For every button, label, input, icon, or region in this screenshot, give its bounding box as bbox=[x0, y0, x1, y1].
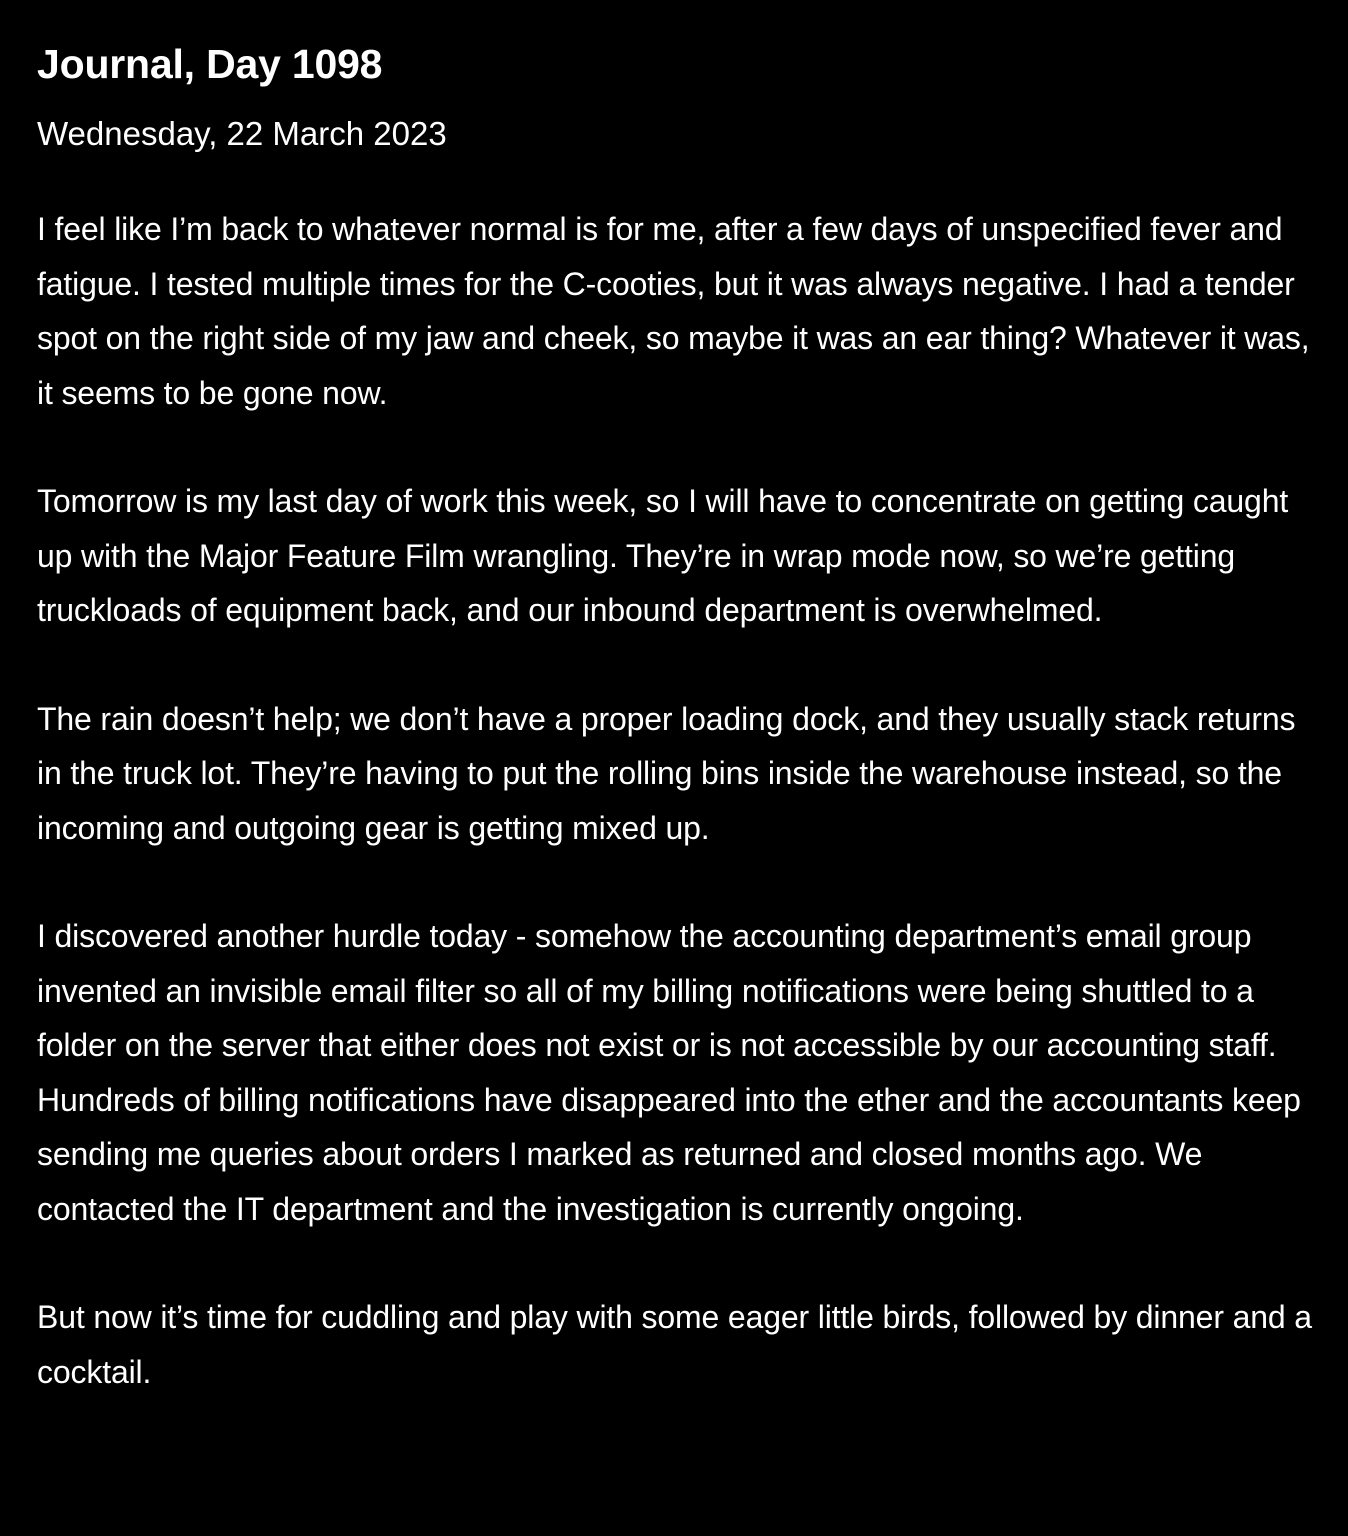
journal-date: Wednesday, 22 March 2023 bbox=[37, 115, 447, 152]
journal-entry-body bbox=[37, 202, 1312, 1399]
paragraph: The rain doesn’t help; we don’t have a proper loading dock, and they usually stack returns in the truck lot. They’re having to put the rolling bins inside the warehouse instead, so the incoming and outgoing gear is getting mixed up. bbox=[37, 700, 1296, 846]
paragraph: But now it’s time for cuddling and play with some eager little birds, followed by dinner and a cocktail. bbox=[37, 1299, 1312, 1390]
paragraph: I discovered another hurdle today - somehow the accounting department’s email group invented an invisible email filter so all of my billing notifications were being shuttled to a folder on the server that either does not exist or is not accessible by our accounting staff. Hundreds of billing notifications have disappeared into the ether and the accountants keep sending me queries about orders I marked as returned and closed months ago. We contacted the IT department and the investigation is currently ongoing. bbox=[37, 918, 1301, 1227]
journal-title: Journal, Day 1098 bbox=[37, 41, 383, 87]
paragraph: Tomorrow is my last day of work this week, so I will have to concentrate on getting caught up with the Major Feature Film wrangling. They’re in wrap mode now, so we’re getting truckloads of equipment back, and our inbound department is overwhelmed. bbox=[37, 483, 1289, 628]
paragraph: I feel like I’m back to whatever normal is for me, after a few days of unspecified fever and fatigue. I tested multiple times for the C-cooties, but it was always negative. I had a tender spot on the right side of my jaw and cheek, so maybe it was an ear thing? Whatever it was, it seems to be gone now. bbox=[37, 211, 1310, 411]
